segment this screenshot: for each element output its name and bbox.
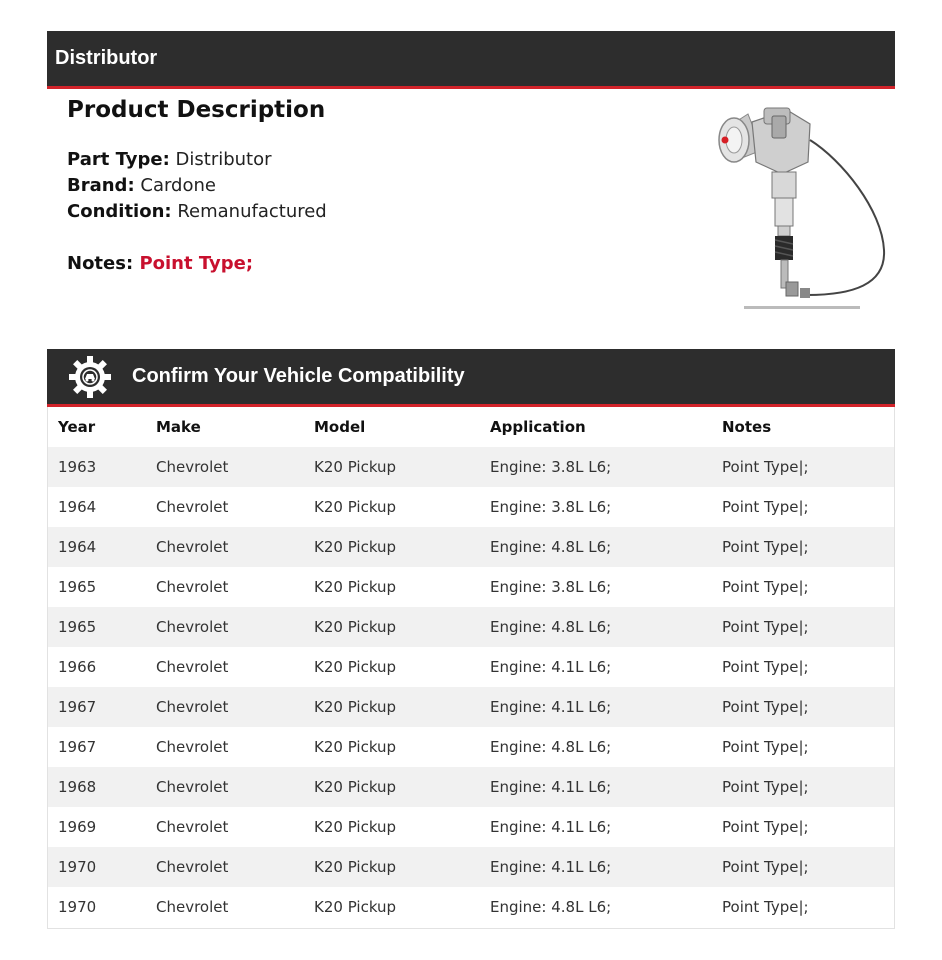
compatibility-table-container xyxy=(47,407,895,929)
cell-year: 1969 xyxy=(58,818,97,836)
cell-application: Engine: 4.8L L6; xyxy=(490,538,612,556)
table-row xyxy=(48,887,894,927)
cell-model: K20 Pickup xyxy=(314,538,397,556)
cell-notes: Point Type|; xyxy=(722,858,809,876)
cell-year: 1968 xyxy=(58,778,97,796)
column-header-make: Make xyxy=(156,418,201,436)
column-header-notes: Notes xyxy=(722,418,772,436)
cell-model: K20 Pickup xyxy=(314,498,397,516)
description-heading: Product Description xyxy=(67,97,326,123)
cell-year: 1964 xyxy=(58,538,97,556)
cell-make: Chevrolet xyxy=(156,458,229,476)
part-type-label: Part Type: xyxy=(67,149,170,170)
compatibility-title: Confirm Your Vehicle Compatibility xyxy=(132,365,465,387)
cell-make: Chevrolet xyxy=(156,498,229,516)
cell-year: 1965 xyxy=(58,618,97,636)
cell-application: Engine: 4.1L L6; xyxy=(490,698,612,716)
cell-make: Chevrolet xyxy=(156,778,229,796)
cell-year: 1967 xyxy=(58,698,97,716)
notes-row xyxy=(67,251,687,277)
cell-year: 1966 xyxy=(58,658,97,676)
cell-notes: Point Type|; xyxy=(722,778,809,796)
table-row xyxy=(48,807,894,847)
cell-make: Chevrolet xyxy=(156,698,229,716)
cell-model: K20 Pickup xyxy=(314,858,397,876)
cell-notes: Point Type|; xyxy=(722,618,809,636)
cell-application: Engine: 3.8L L6; xyxy=(490,498,612,516)
cell-model: K20 Pickup xyxy=(314,458,397,476)
cell-model: K20 Pickup xyxy=(314,658,397,676)
cell-model: K20 Pickup xyxy=(314,698,397,716)
cell-model: K20 Pickup xyxy=(314,738,397,756)
product-image xyxy=(712,100,890,315)
cell-year: 1965 xyxy=(58,578,97,596)
part-type-row xyxy=(67,147,687,173)
table-row xyxy=(48,727,894,767)
table-row xyxy=(48,447,894,487)
page-title: Distributor xyxy=(55,47,158,69)
cell-make: Chevrolet xyxy=(156,898,229,916)
cell-model: K20 Pickup xyxy=(314,898,397,916)
cell-notes: Point Type|; xyxy=(722,698,809,716)
condition-row xyxy=(67,199,687,225)
notes-value: Point Type; xyxy=(139,253,254,274)
cell-notes: Point Type|; xyxy=(722,898,809,916)
compatibility-bar xyxy=(47,349,895,407)
cell-notes: Point Type|; xyxy=(722,578,809,596)
cell-application: Engine: 4.8L L6; xyxy=(490,618,612,636)
cell-application: Engine: 4.1L L6; xyxy=(490,858,612,876)
cell-application: Engine: 4.8L L6; xyxy=(490,898,612,916)
cell-application: Engine: 4.1L L6; xyxy=(490,778,612,796)
cell-model: K20 Pickup xyxy=(314,578,397,596)
cell-notes: Point Type|; xyxy=(722,658,809,676)
table-row xyxy=(48,847,894,887)
cell-year: 1970 xyxy=(58,858,97,876)
cell-make: Chevrolet xyxy=(156,538,229,556)
brand-row xyxy=(67,173,687,199)
cell-notes: Point Type|; xyxy=(722,738,809,756)
cell-year: 1963 xyxy=(58,458,97,476)
cell-model: K20 Pickup xyxy=(314,778,397,796)
cell-make: Chevrolet xyxy=(156,658,229,676)
column-header-application: Application xyxy=(490,418,586,436)
compatibility-table xyxy=(48,407,894,927)
table-row xyxy=(48,487,894,527)
cell-make: Chevrolet xyxy=(156,738,229,756)
cell-year: 1964 xyxy=(58,498,97,516)
cell-application: Engine: 3.8L L6; xyxy=(490,458,612,476)
condition-value: Remanufactured xyxy=(177,201,327,222)
cell-application: Engine: 4.1L L6; xyxy=(490,818,612,836)
column-header-year: Year xyxy=(58,418,96,436)
table-row xyxy=(48,607,894,647)
cell-make: Chevrolet xyxy=(156,858,229,876)
column-header-model: Model xyxy=(314,418,366,436)
table-row xyxy=(48,527,894,567)
cell-notes: Point Type|; xyxy=(722,538,809,556)
cell-model: K20 Pickup xyxy=(314,618,397,636)
cell-application: Engine: 4.8L L6; xyxy=(490,738,612,756)
cell-notes: Point Type|; xyxy=(722,498,809,516)
cell-notes: Point Type|; xyxy=(722,818,809,836)
cell-notes: Point Type|; xyxy=(722,458,809,476)
gear-car-icon xyxy=(68,355,112,399)
title-bar xyxy=(47,31,895,89)
table-row xyxy=(48,647,894,687)
brand-label: Brand: xyxy=(67,175,135,196)
table-row xyxy=(48,567,894,607)
cell-make: Chevrolet xyxy=(156,618,229,636)
cell-application: Engine: 4.1L L6; xyxy=(490,658,612,676)
cell-application: Engine: 3.8L L6; xyxy=(490,578,612,596)
table-header-row xyxy=(48,407,894,447)
cell-make: Chevrolet xyxy=(156,578,229,596)
table-row xyxy=(48,687,894,727)
notes-label: Notes: xyxy=(67,253,134,274)
table-row xyxy=(48,767,894,807)
cell-make: Chevrolet xyxy=(156,818,229,836)
part-type-value: Distributor xyxy=(175,149,272,170)
condition-label: Condition: xyxy=(67,201,172,222)
cell-model: K20 Pickup xyxy=(314,818,397,836)
product-description xyxy=(67,95,687,277)
brand-value: Cardone xyxy=(140,175,216,196)
cell-year: 1970 xyxy=(58,898,97,916)
cell-year: 1967 xyxy=(58,738,97,756)
